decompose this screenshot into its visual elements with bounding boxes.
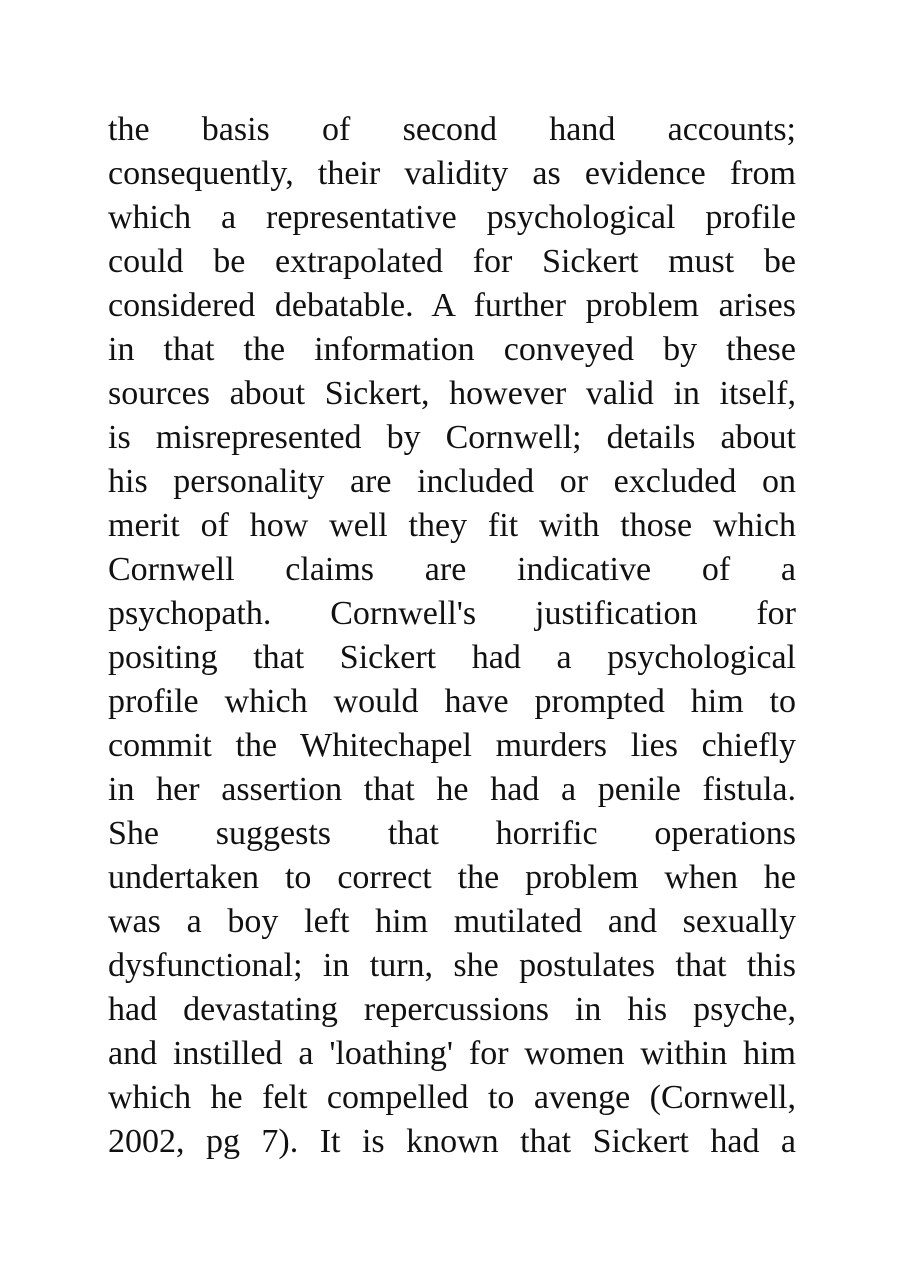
text-line: is misrepresented by Cornwell; details about bbox=[108, 419, 796, 456]
text-line: was a boy left him mutilated and sexually bbox=[108, 903, 796, 940]
text-line: in that the information conveyed by these bbox=[108, 331, 796, 368]
text-line: commit the Whitechapel murders lies chiefly bbox=[108, 727, 796, 764]
text-line: sources about Sickert, however valid in itself, bbox=[108, 375, 796, 412]
text-line: considered debatable. A further problem arises bbox=[108, 287, 796, 324]
text-line: which he felt compelled to avenge (Cornwell, bbox=[108, 1079, 796, 1116]
text-line: his personality are included or excluded on bbox=[108, 463, 796, 500]
text-line: in her assertion that he had a penile fistula. bbox=[108, 771, 796, 808]
text-line: consequently, their validity as evidence from bbox=[108, 155, 796, 192]
text-line: 2002, pg 7). It is known that Sickert had a bbox=[108, 1123, 796, 1160]
text-line: merit of how well they fit with those which bbox=[108, 507, 796, 544]
body-paragraph bbox=[108, 108, 796, 1164]
text-line: She suggests that horrific operations bbox=[108, 815, 796, 852]
text-line: which a representative psychological profile bbox=[108, 199, 796, 236]
text-line: profile which would have prompted him to bbox=[108, 683, 796, 720]
text-line: undertaken to correct the problem when he bbox=[108, 859, 796, 896]
text-line: could be extrapolated for Sickert must be bbox=[108, 243, 796, 280]
text-line: Cornwell claims are indicative of a bbox=[108, 551, 796, 588]
text-line: and instilled a 'loathing' for women within him bbox=[108, 1035, 796, 1072]
text-line: psychopath. Cornwell's justification for bbox=[108, 595, 796, 632]
text-line: dysfunctional; in turn, she postulates that this bbox=[108, 947, 796, 984]
text-line: had devastating repercussions in his psyche, bbox=[108, 991, 796, 1028]
text-line: positing that Sickert had a psychological bbox=[108, 639, 796, 676]
text-line: the basis of second hand accounts; bbox=[108, 111, 796, 148]
